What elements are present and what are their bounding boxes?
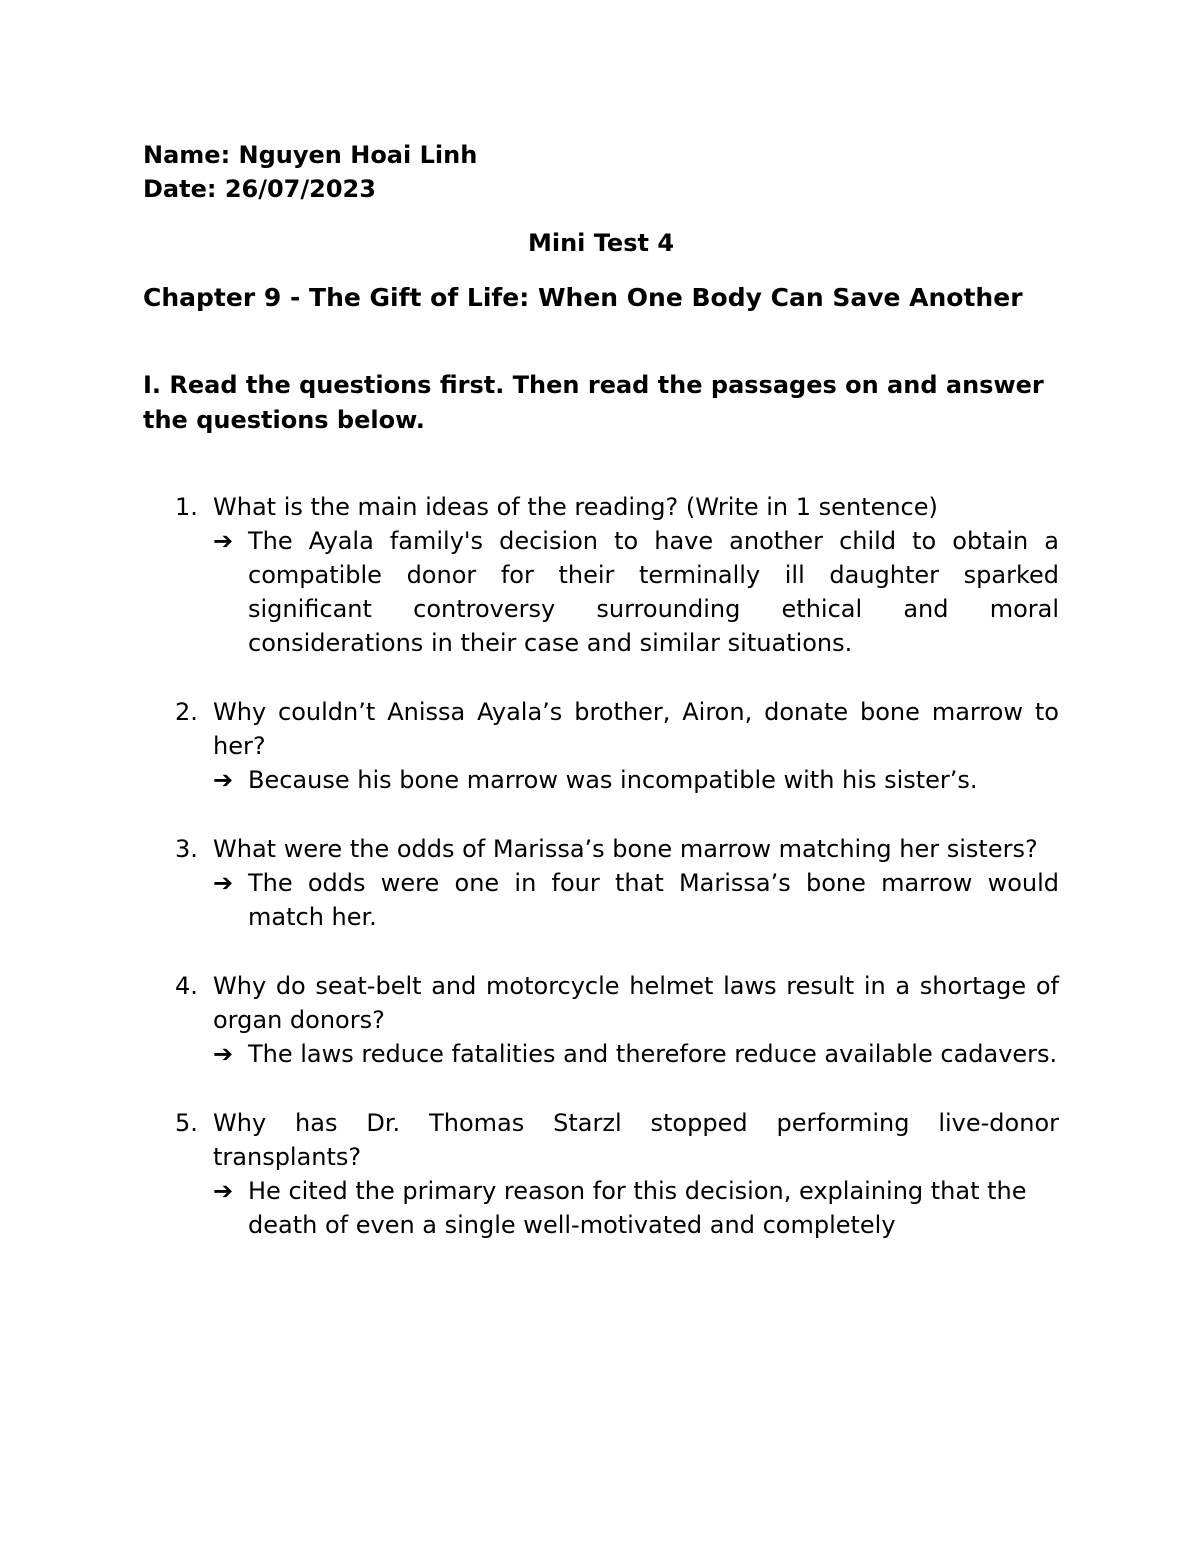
arrow-icon: ➔ bbox=[213, 1040, 234, 1068]
answer-block bbox=[213, 763, 1059, 797]
question-item-3 bbox=[143, 832, 1059, 934]
section-instruction: I. Read the questions first. Then read the passages on and answer the questions below. bbox=[143, 371, 1044, 434]
answer-text: The Ayala family's decision to have another child to obtain a compatible donor for their terminally ill daughter sparked significant controversy surrounding ethical and moral considerations in their case and similar situations. bbox=[248, 527, 1059, 657]
answer-block bbox=[213, 524, 1059, 660]
arrow-icon: ➔ bbox=[213, 766, 234, 794]
test-date: Date: 26/07/2023 bbox=[143, 175, 376, 203]
question-number: 1. bbox=[175, 493, 198, 521]
question-text: Why couldn’t Anissa Ayala’s brother, Airon, donate bone marrow to her? bbox=[213, 698, 1059, 760]
question-text: What is the main ideas of the reading? (Write in 1 sentence) bbox=[213, 493, 938, 521]
answer-text: The odds were one in four that Marissa’s bone marrow would match her. bbox=[248, 869, 1059, 931]
question-text: Why has Dr. Thomas Starzl stopped performing live-donor transplants? bbox=[213, 1109, 1059, 1171]
question-item-4 bbox=[143, 969, 1059, 1071]
question-number: 5. bbox=[175, 1109, 198, 1137]
document-page bbox=[143, 138, 1059, 1277]
page-title: Mini Test 4 bbox=[527, 229, 675, 257]
question-number: 4. bbox=[175, 972, 198, 1000]
answer-text: The laws reduce fatalities and therefore reduce available cadavers. bbox=[248, 1040, 1058, 1068]
answer-text: Because his bone marrow was incompatible with his sister’s. bbox=[248, 766, 978, 794]
student-name: Name: Nguyen Hoai Linh bbox=[143, 141, 478, 169]
answer-block bbox=[213, 866, 1059, 934]
arrow-icon: ➔ bbox=[213, 1177, 234, 1205]
chapter-heading: Chapter 9 - The Gift of Life: When One Body Can Save Another bbox=[143, 283, 1023, 312]
question-text: What were the odds of Marissa’s bone marrow matching her sisters? bbox=[213, 835, 1038, 863]
answer-block bbox=[213, 1037, 1059, 1071]
question-number: 3. bbox=[175, 835, 198, 863]
question-list bbox=[143, 490, 1059, 1242]
answer-text: He cited the primary reason for this decision, explaining that the death of even a single well-motivated and completely bbox=[248, 1177, 1027, 1239]
question-number: 2. bbox=[175, 698, 198, 726]
answer-block bbox=[213, 1174, 1059, 1242]
question-item-5 bbox=[143, 1106, 1059, 1242]
question-text: Why do seat-belt and motorcycle helmet laws result in a shortage of organ donors? bbox=[213, 972, 1059, 1034]
arrow-icon: ➔ bbox=[213, 869, 234, 897]
question-item-2 bbox=[143, 695, 1059, 797]
arrow-icon: ➔ bbox=[213, 527, 234, 555]
question-item-1 bbox=[143, 490, 1059, 660]
